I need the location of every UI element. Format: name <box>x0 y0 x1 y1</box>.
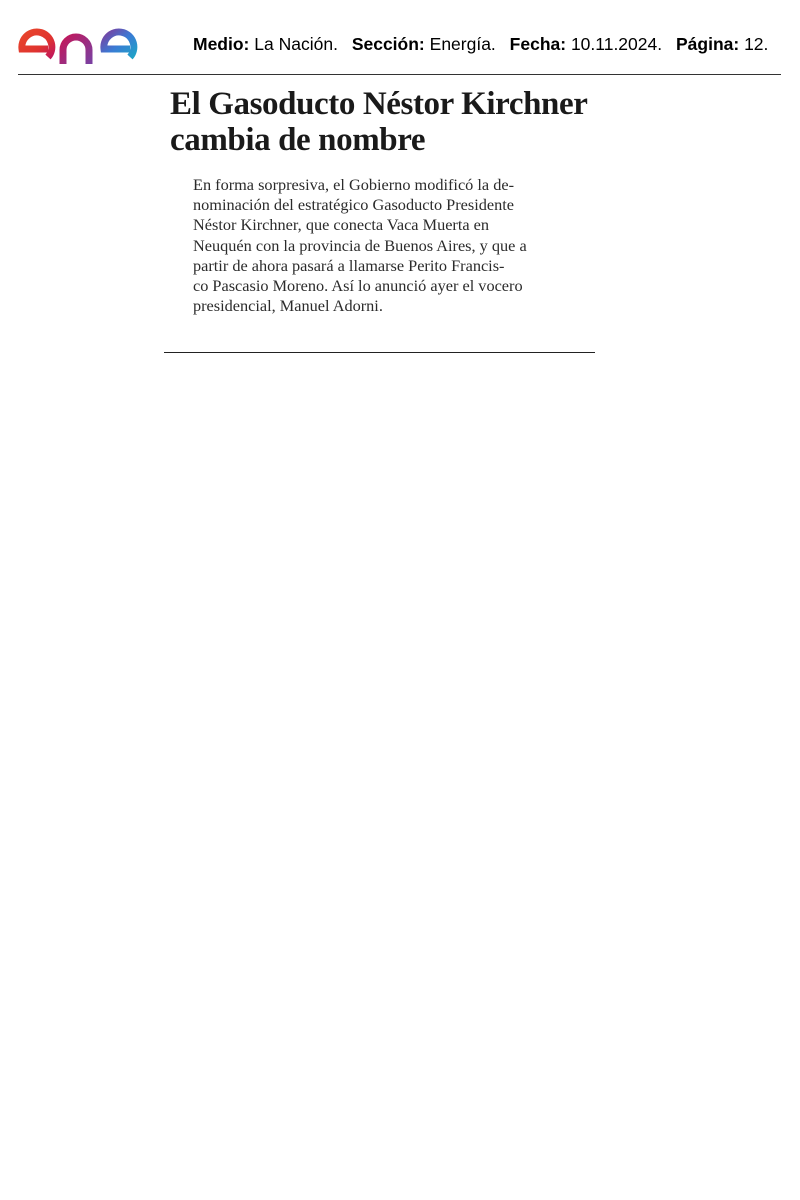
enel-logo-mark <box>18 8 178 70</box>
clipping-metadata <box>193 34 768 55</box>
body-line: partir de ahora pasará a llamarse Perito Francis- <box>193 255 505 275</box>
enel-logo <box>18 8 178 70</box>
header-divider <box>18 74 781 75</box>
body-line: nominación del estratégico Gasoducto Presidente <box>193 195 515 215</box>
article-headline <box>170 86 630 158</box>
press-clipping-header <box>18 8 781 74</box>
article-clipping <box>163 82 633 332</box>
fecha-value: 10.11.2024. <box>570 34 663 54</box>
body-line: co Pascasio Moreno. Así lo anunció ayer el vocero <box>193 276 523 296</box>
seccion-value: Energía. <box>429 34 496 54</box>
body-line: presidencial, Manuel Adorni. <box>193 296 383 316</box>
headline-line: El Gasoducto Néstor Kirchner <box>170 86 588 122</box>
article-bottom-rule <box>164 352 595 353</box>
body-line: En forma sorpresiva, el Gobierno modificó la de- <box>193 175 514 194</box>
fecha-label: Fecha: <box>509 34 567 54</box>
pagina-label: Página: <box>675 34 740 54</box>
medio-label: Medio: <box>193 34 250 54</box>
body-line: Neuquén con la provincia de Buenos Aires, y que a <box>193 235 527 255</box>
article-body <box>193 175 573 316</box>
headline-line: cambia de nombre <box>170 122 426 158</box>
medio-value: La Nación. <box>254 34 338 54</box>
seccion-label: Sección: <box>351 34 425 54</box>
pagina-value: 12. <box>744 34 769 54</box>
body-line: Néstor Kirchner, que conecta Vaca Muerta en <box>193 215 490 235</box>
